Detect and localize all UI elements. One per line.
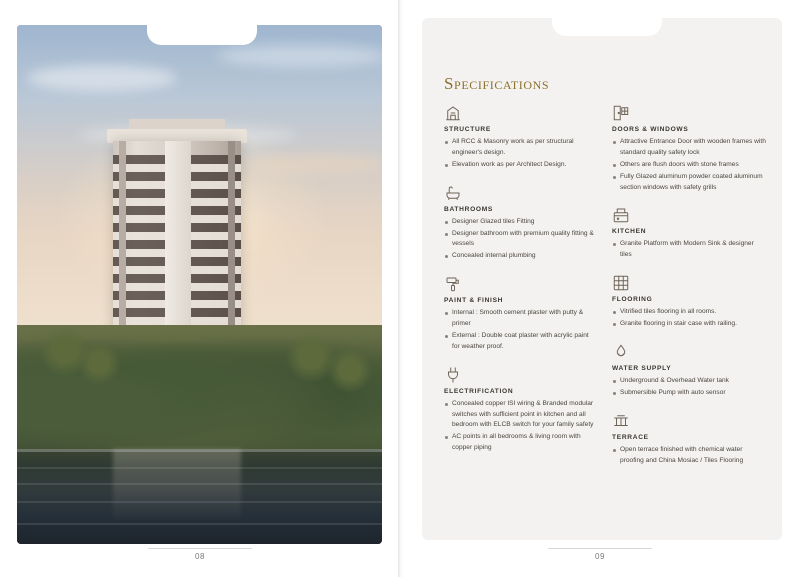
spec-block-electrification xyxy=(444,366,598,454)
water-tank-icon xyxy=(612,343,630,361)
spec-title: DOORS & WINDOWS xyxy=(612,126,689,133)
list-item: External : Double coat plaster with acrylic paint for weather proof. xyxy=(444,331,598,353)
spec-block-paint-finish xyxy=(444,275,598,353)
list-item: Open terrace finished with chemical water proofing and China Mosiac / Tiles Flooring xyxy=(612,445,766,467)
spec-items xyxy=(612,137,766,193)
palm-tree xyxy=(77,341,121,385)
specifications-column-1 xyxy=(444,104,598,526)
specifications-columns xyxy=(444,104,766,526)
list-item: Elevation work as per Architect Design. xyxy=(444,160,598,171)
spec-title: TERRACE xyxy=(612,433,649,441)
spec-title: STRUCTURE xyxy=(444,126,491,133)
page-divider xyxy=(148,548,252,549)
page-number-right: 09 xyxy=(595,552,605,561)
terrace-icon xyxy=(612,412,630,430)
list-item: Granite Platform with Modern Sink & designer tiles xyxy=(612,239,766,261)
kitchen-icon xyxy=(612,206,630,224)
spec-block-terrace xyxy=(612,412,766,467)
specifications-card xyxy=(422,18,782,540)
list-item: Designer bathroom with premium quality fitting & vessels xyxy=(444,229,598,251)
electric-plug-icon xyxy=(444,366,462,384)
list-item: Fully Glazed aluminum powder coated aluminum section windows with safety grills xyxy=(612,172,766,194)
bathroom-icon xyxy=(444,184,462,202)
cloud xyxy=(217,45,382,67)
spec-items xyxy=(444,308,598,353)
spec-title: KITCHEN xyxy=(612,228,647,236)
spec-block-structure xyxy=(444,104,598,171)
list-item: Concealed copper ISI wiring & Branded modular switches with sufficient point in kitchen and all bedroom with ELCB switch for your family safety xyxy=(444,399,598,432)
spec-title: ELECTRIFICATION xyxy=(444,387,514,395)
spec-items xyxy=(444,137,598,171)
spec-items xyxy=(612,239,766,261)
flooring-tile-icon xyxy=(612,274,630,292)
list-item: Granite flooring in stair case with railing. xyxy=(612,319,766,330)
spec-items xyxy=(612,376,766,399)
list-item: Submersible Pump with auto sensor xyxy=(612,388,766,399)
spec-title: FLOORING xyxy=(612,296,653,304)
spec-block-bathrooms xyxy=(444,184,598,263)
cloud xyxy=(247,155,382,173)
spec-title: PAINT & FINISH xyxy=(444,297,504,305)
spec-block-doors-windows xyxy=(612,104,766,193)
page-divider xyxy=(548,548,652,549)
page-number-left: 08 xyxy=(195,552,205,561)
residential-tower-exterior-render xyxy=(17,25,382,544)
specifications-column-2 xyxy=(612,104,766,526)
arch-notch xyxy=(147,25,257,45)
spec-block-flooring xyxy=(612,274,766,330)
paint-roller-icon xyxy=(444,275,462,293)
structure-icon xyxy=(444,104,462,122)
list-item: Designer Glazed tiles Fitting xyxy=(444,217,598,228)
spec-items xyxy=(612,445,766,467)
door-window-icon xyxy=(612,104,630,122)
list-item: Internal : Smooth cement plaster with putty & primer xyxy=(444,308,598,330)
tower-reflection xyxy=(113,449,241,519)
list-item: Underground & Overhead Water tank xyxy=(612,376,766,387)
spec-items xyxy=(444,399,598,454)
list-item: Others are flush doors with stone frames xyxy=(612,160,766,171)
list-item: AC points in all bedrooms & living room with copper piping xyxy=(444,432,598,454)
right-page xyxy=(400,0,800,577)
spec-items xyxy=(612,307,766,330)
list-item: All RCC & Masonry work as per structural engineer's design. xyxy=(444,137,598,159)
list-item: Attractive Entrance Door with wooden frames with standard quality safety lock xyxy=(612,137,766,159)
spec-block-water-supply xyxy=(612,343,766,399)
arch-notch xyxy=(552,18,662,36)
spec-block-kitchen xyxy=(612,206,766,261)
shoreline xyxy=(17,449,382,452)
list-item: Concealed internal plumbing xyxy=(444,251,598,262)
spec-title: WATER SUPPLY xyxy=(612,364,672,372)
list-item: Vitrified tiles flooring in all rooms. xyxy=(612,307,766,318)
cloud xyxy=(27,65,177,91)
page-title: Specifications xyxy=(444,74,550,93)
palm-tree xyxy=(327,347,373,393)
spec-title: BATHROOMS xyxy=(444,205,494,213)
spec-items xyxy=(444,217,598,263)
